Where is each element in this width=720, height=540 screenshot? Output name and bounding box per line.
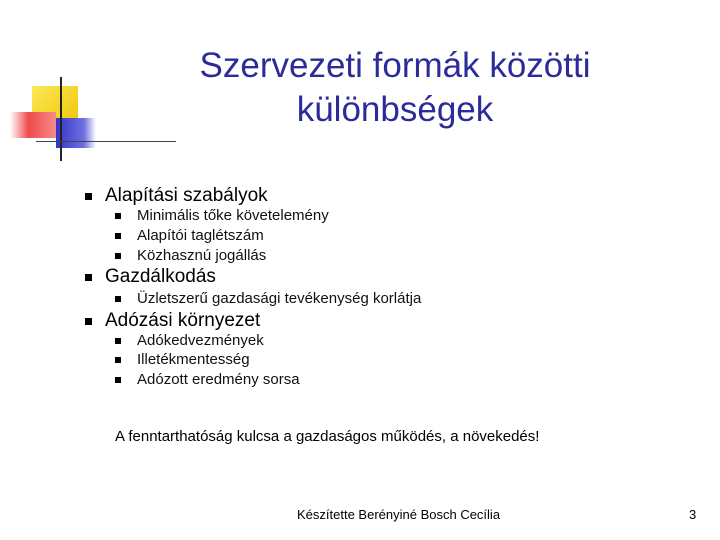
bullet-square-icon	[115, 338, 121, 344]
bullet-square-icon	[115, 253, 121, 259]
bullet-square-icon	[85, 318, 92, 325]
bullet-square-icon	[115, 357, 121, 363]
bullet-square-icon	[115, 296, 121, 302]
section-label: Alapítási szabályok	[105, 185, 268, 206]
list-item-text: Alapítói taglétszám	[137, 227, 264, 244]
bullet-square-icon	[85, 274, 92, 281]
slide-title-line-2: különbségek	[296, 90, 494, 129]
bullet-square-icon	[115, 233, 121, 239]
conclusion-note: A fenntarthatóság kulcsa a gazdaságos működés, a növekedés!	[115, 428, 540, 445]
slide-title-line-1: Szervezeti formák közötti	[199, 46, 591, 85]
section-label: Adózási környezet	[105, 310, 261, 331]
page-number: 3	[689, 507, 697, 522]
bullet-square-icon	[85, 193, 92, 200]
list-item-text: Üzletszerű gazdasági tevékenység korlátja	[137, 290, 422, 307]
bullet-square-icon	[115, 377, 121, 383]
list-item-text: Adókedvezmények	[137, 332, 264, 349]
bullet-square-icon	[115, 213, 121, 219]
footer-author: Készítette Berényiné Bosch Cecília	[297, 507, 501, 522]
list-item-text: Közhasznú jogállás	[137, 247, 267, 264]
list-item-text: Illetékmentesség	[137, 351, 250, 368]
section-label: Gazdálkodás	[105, 266, 216, 287]
list-item-text: Minimális tőke követelemény	[137, 207, 329, 224]
list-item-text: Adózott eredmény sorsa	[137, 371, 300, 388]
